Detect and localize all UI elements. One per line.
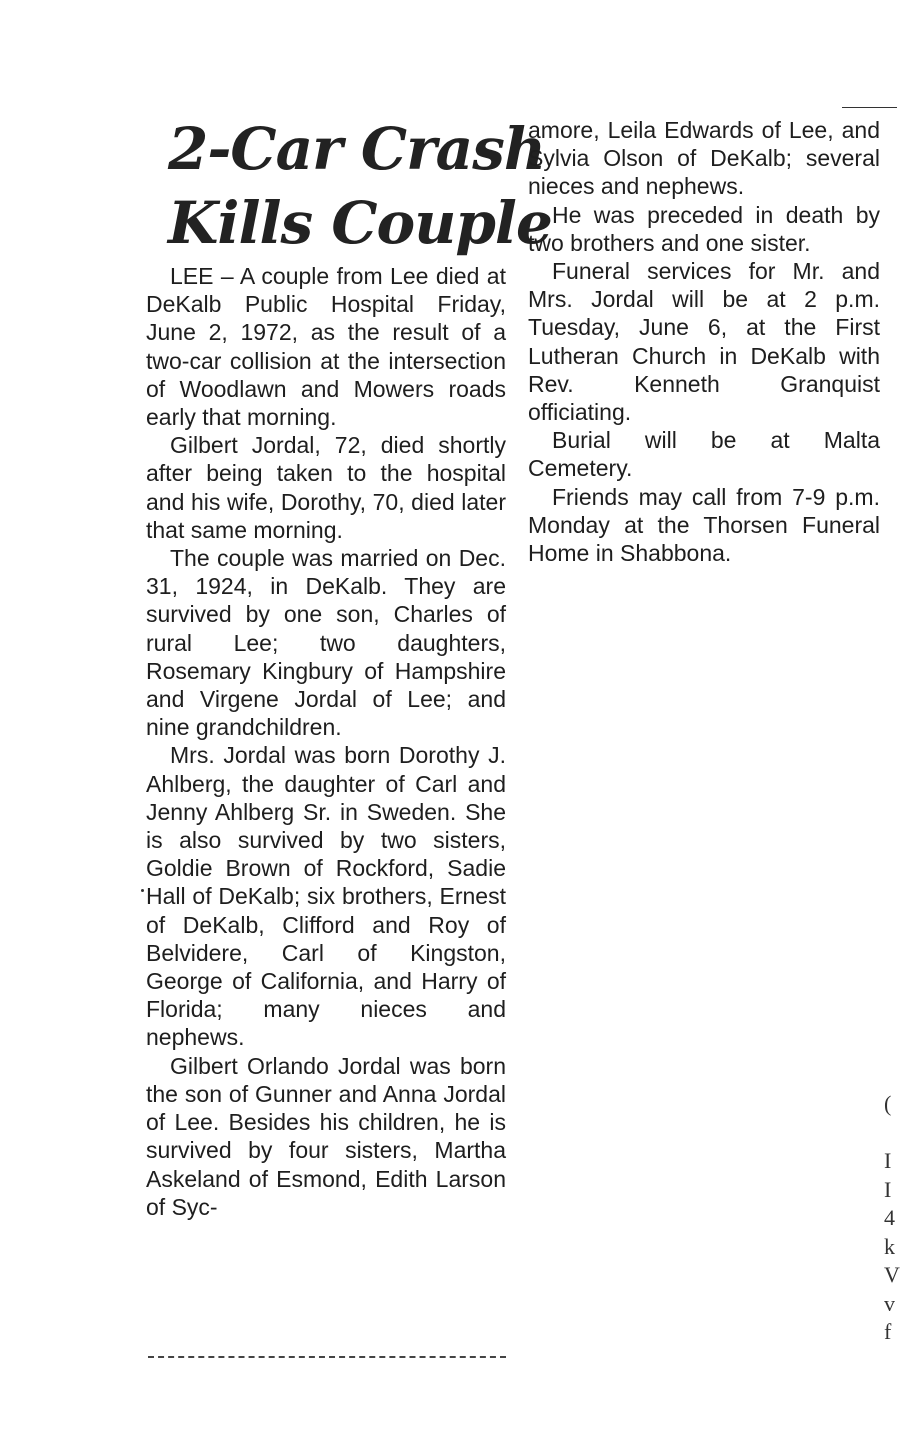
paragraph-mr-jordal: Gilbert Orlando Jordal was born the son of Gunner and Anna Jordal of Lee. Besides his children, he is survived by four sisters, Martha Askeland of Esmond, Edith Larson of Syc-	[146, 1052, 506, 1220]
edge-char: V	[884, 1262, 900, 1287]
edge-char: k	[884, 1233, 895, 1259]
edge-char	[884, 1119, 897, 1148]
headline-line-1: 2-Car Crash	[168, 115, 546, 183]
headline	[168, 112, 552, 260]
edge-char: I	[884, 1148, 892, 1173]
paragraph-burial: Burial will be at Malta Cemetery.	[528, 427, 880, 482]
edge-char: I	[884, 1176, 892, 1202]
paragraph-mrs-jordal: Mrs. Jordal was born Dorothy J. Ahlberg, the daughter of Carl and Jenny Ahlberg Sr. in Sweden. She is also survived by two sisters, Goldie Brown of Rockford, Sadie Hall of DeKalb; six brothers, Ernest of DeKalb, Clifford and Roy of Belvidere, Carl of Kingston, George of California, and Harry of Florida; many nieces and nephews.	[146, 742, 506, 1051]
edge-char: (	[884, 1091, 892, 1116]
bottom-rule	[148, 1356, 506, 1358]
paragraph-preceded: He was preceded in death by two brothers and one sister.	[528, 201, 880, 256]
edge-char: 4	[884, 1205, 895, 1230]
paragraph-marriage: The couple was married on Dec. 31, 1924, in DeKalb. They are survived by one son, Charles of rural Lee; two daughters, Rosemary Kingbury of Hampshire and Virgene Jordal of Lee; and nine grandchildren.	[146, 545, 506, 741]
adjacent-column-fragment	[884, 1090, 900, 1347]
edge-char: v	[884, 1290, 895, 1316]
article-right-column	[528, 116, 880, 567]
article-left-column	[146, 262, 506, 1221]
top-right-rule	[842, 107, 897, 108]
print-speck	[141, 889, 144, 892]
paragraph-continuation: amore, Leila Edwards of Lee, and Sylvia Olson of DeKalb; several nieces and nephews.	[528, 117, 880, 200]
paragraph-funeral: Funeral services for Mr. and Mrs. Jordal will be at 2 p.m. Tuesday, June 6, at the First Lutheran Church in DeKalb with Rev. Kenneth Granquist officiating.	[528, 258, 880, 426]
paragraph-deaths: Gilbert Jordal, 72, died shortly after being taken to the hospital and his wife, Dorothy, 70, died later that same morning.	[146, 432, 506, 543]
paragraph-visitation: Friends may call from 7-9 p.m. Monday at the Thorsen Funeral Home in Shabbona.	[528, 483, 880, 567]
paragraph-lead: LEE – A couple from Lee died at DeKalb Public Hospital Friday, June 2, 1972, as the result of a two-car collision at the intersection of Woodlawn and Mowers roads early that morning.	[146, 263, 506, 431]
headline-line-2: Kills Couple	[168, 189, 552, 257]
edge-char: f	[884, 1319, 892, 1344]
